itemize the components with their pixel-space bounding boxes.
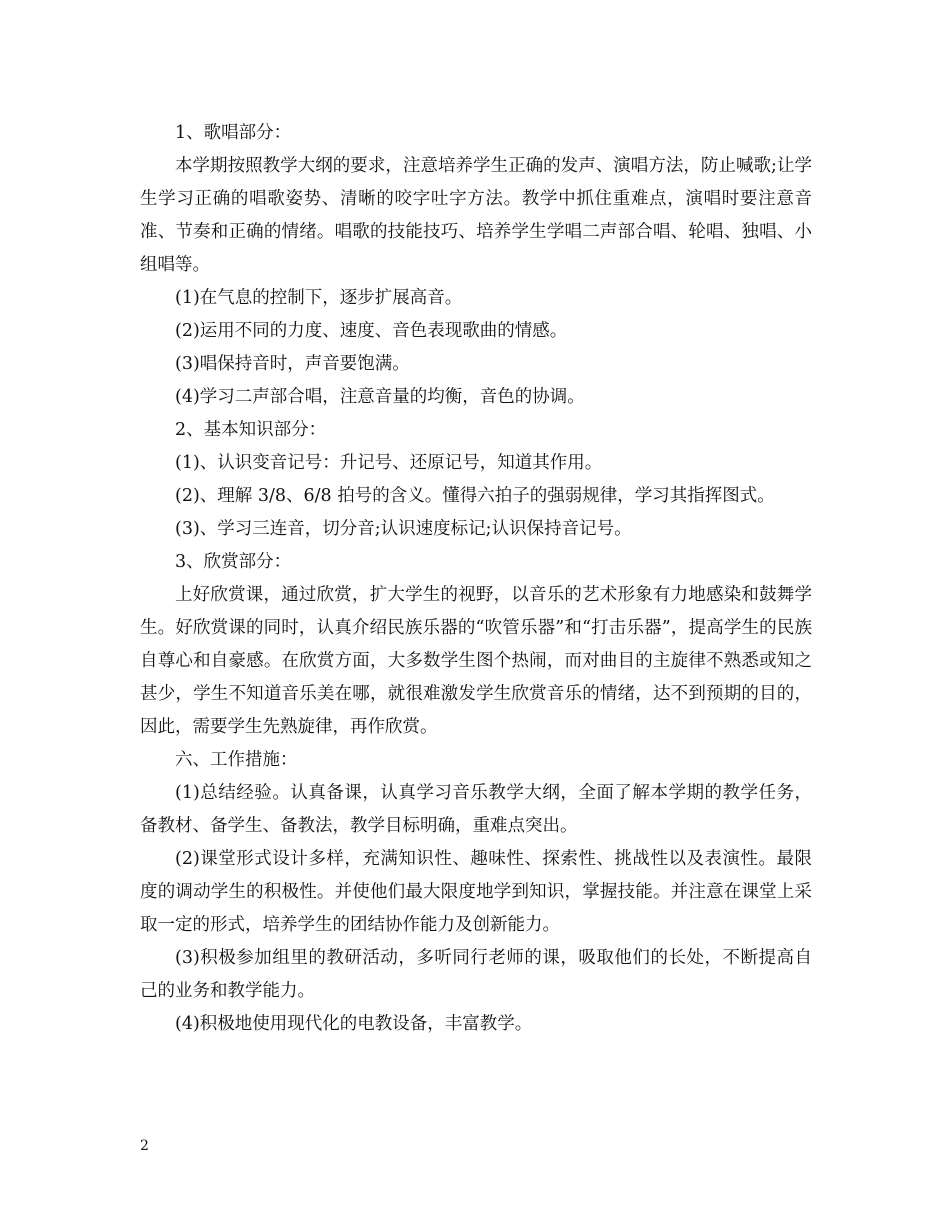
list-item-singing-2: (2)运用不同的力度、速度、音色表现歌曲的情感。 (175, 321, 568, 341)
body-text (140, 117, 812, 1041)
list-item-knowledge-3: (3)、学习三连音，切分音;认识速度标记;认识保持音记号。 (175, 519, 632, 539)
list-item-singing-4: (4)学习二声部合唱，注意音量的均衡，音色的协调。 (175, 387, 585, 407)
list-item-measure-4: (4)积极地使用现代化的电教设备，丰富教学。 (175, 1014, 533, 1034)
heading-work-measures: 六、工作措施： (175, 750, 298, 770)
page-number: 2 (140, 1138, 149, 1154)
list-item-measure-3: (3)积极参加组里的教研活动，多听同行老师的课，吸取他们的长处，不断提高自己的业务和教学能力。 (140, 948, 812, 1001)
paragraph-appreciation: 上好欣赏课，通过欣赏，扩大学生的视野，以音乐的艺术形象有力地感染和鼓舞学生。好欣赏课的同时，认真介绍民族乐器的“吹管乐器”和“打击乐器”，提高学生的民族自尊心和自豪感。在欣赏方面，大多数学生图个热闹，而对曲目的主旋律不熟悉或知之甚少，学生不知道音乐美在哪，就很难激发学生欣赏音乐的情绪，达不到预期的目的，因此，需要学生先熟旋律，再作欣赏。 (140, 585, 812, 737)
heading-basic-knowledge: 2、基本知识部分： (175, 420, 327, 440)
list-item-knowledge-1: (1)、认识变音记号：升记号、还原记号，知道其作用。 (175, 453, 603, 473)
paragraph-singing-intro: 本学期按照教学大纲的要求，注意培养学生正确的发声、演唱方法，防止喊歌;让学生学习正确的唱歌姿势、清晰的咬字吐字方法。教学中抓住重难点，演唱时要注意音准、节奏和正确的情绪。唱歌的技能技巧、培养学生学唱二声部合唱、轮唱、独唱、小组唱等。 (140, 156, 812, 275)
list-item-singing-1: (1)在气息的控制下，逐步扩展高音。 (175, 288, 463, 308)
heading-singing: 1、歌唱部分： (175, 123, 292, 143)
list-item-measure-1: (1)总结经验。认真备课，认真学习音乐教学大纲，全面了解本学期的教学任务，备教材、备学生、备教法，教学目标明确，重难点突出。 (140, 783, 812, 836)
list-item-measure-2: (2)课堂形式设计多样，充满知识性、趣味性、探索性、挑战性以及表演性。最限度的调动学生的积极性。并使他们最大限度地学到知识，掌握技能。并注意在课堂上采取一定的形式，培养学生的团结协作能力及创新能力。 (140, 849, 812, 935)
heading-appreciation: 3、欣赏部分： (175, 552, 292, 572)
list-item-singing-3: (3)唱保持音时，声音要饱满。 (175, 354, 410, 374)
list-item-knowledge-2: (2)、理解 3/8、6/8 拍号的含义。懂得六拍子的强弱规律，学习其指挥图式。 (175, 486, 775, 506)
